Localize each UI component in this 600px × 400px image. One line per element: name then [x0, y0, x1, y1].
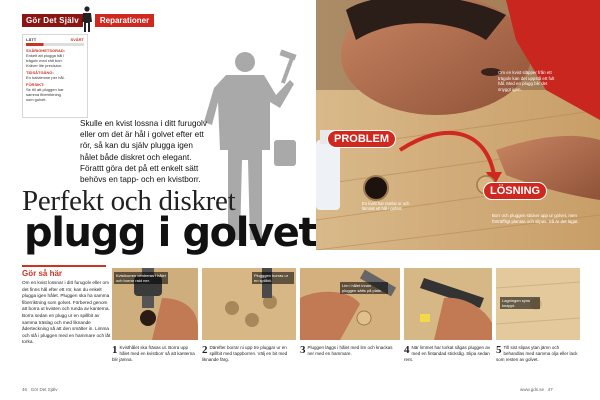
- step-2-caption: [202, 345, 296, 362]
- step-number: 1: [112, 344, 118, 356]
- hero-caption-hole: En kvist har ramlat ur och lämnat ett hål i golvet.: [362, 201, 410, 212]
- step-2-inset-label: Plugggen borras ur en spillbit.: [252, 272, 294, 284]
- info-line: som golvet.: [26, 97, 47, 102]
- info-line: samma fiberriktning: [26, 92, 61, 97]
- headline-line-1: Perfekt och diskret: [22, 185, 236, 217]
- info-section-caution: [23, 81, 87, 103]
- info-section-title: TIDSÅTGÅNG:: [26, 70, 54, 75]
- step-1-inset-label: Kvistborren centreras i hålet och borrar rakt ner.: [114, 272, 168, 284]
- info-line: Se till att pluggen har: [26, 87, 64, 92]
- info-line: En halvtimme per hål.: [26, 75, 65, 80]
- section-label: Reparationer: [95, 14, 154, 27]
- step-3-photo: [300, 268, 400, 340]
- info-section-title: SVÅRIGHETSGRAD:: [26, 48, 66, 53]
- info-line: Enkelt att plugga hål i: [26, 53, 65, 58]
- headline-line-2: plugg i golvet: [24, 210, 317, 256]
- steps-heading: [22, 265, 106, 278]
- worker-silhouette-icon: [80, 6, 94, 32]
- step-5-caption: [496, 345, 580, 362]
- step-4-caption: [404, 345, 492, 362]
- step-5-inset-label: Lagningen syns knappt.: [500, 297, 540, 309]
- step-text: Till sist slipas ytan jämn och behandlas med samma olja eller lack som resten av golvet.: [496, 345, 578, 362]
- solution-tag: LÖSNING: [483, 182, 547, 200]
- steps-heading-label: Gör så här: [22, 269, 63, 278]
- page-number-right: 47: [547, 387, 553, 392]
- info-line: trägolv med rätt borr.: [26, 58, 63, 63]
- page-number-left: 46: [22, 387, 28, 392]
- step-1-caption: [112, 345, 198, 362]
- difficulty-scale: [23, 35, 87, 42]
- step-number: 2: [202, 344, 208, 356]
- kicker-label: Gör Det Själv: [22, 14, 83, 27]
- step-text: Därefter borrar ni upp tre pluggar ur en spillbit med tappborren. Välj en bit med liknande färg.: [202, 345, 288, 362]
- info-line: Kräver lite precision.: [26, 63, 63, 68]
- magazine-url: www.gds.se: [520, 387, 545, 392]
- step-text: När limmet har torkat sågas pluggen av med en fintandad sticksåg. Slipa sedan rent.: [404, 345, 491, 362]
- step-number: 3: [300, 344, 306, 356]
- step-3-inset-label: Lim i hålet innan pluggen sätts på plats.: [340, 282, 388, 294]
- hero-caption-top: Om en kvist släpper från ett trägolv kan det uppstå ett fult hål. Med en plugg blir det snyggt igen.: [498, 70, 555, 92]
- info-section-title: FÖRSIKT:: [26, 82, 45, 87]
- magazine-name: Gör Det Själv: [30, 387, 58, 392]
- step-text: Kvisthålet ska fräsas ut. Borra upp hålet med en kvistborr så att kanterna blir jämna.: [112, 345, 195, 362]
- problem-tag: PROBLEM: [327, 130, 396, 148]
- step-number: 5: [496, 344, 502, 356]
- difficulty-meter: [26, 43, 84, 46]
- info-box: [22, 34, 88, 118]
- step-number: 4: [404, 344, 410, 356]
- steps-body-text: Om en kvist lossnar i ditt furugolv eller om det finns hål efter ett rör, kan du enkelt plugga igen hålet. Pluggen ska ha samma fiberriktning som golvet. Förbered genom att borra ut kvisten och runda av kanterna. Borra sedan en plugg ur en spillbit av samma träslag och med liknande åderteckning så att den smälter in. Limma och slå i pluggen med en hammare och låt torka.: [22, 280, 111, 345]
- scale-high-label: SVÅRT: [70, 37, 84, 42]
- step-4-photo: [404, 268, 492, 340]
- step-3-caption: [300, 345, 400, 357]
- footer-right: [520, 387, 553, 392]
- hero-caption-solution: Borr och pluggen sticker upp ur golvet, men förträffligt plantas och slipas. Så är det lagat.: [492, 213, 579, 224]
- info-section-time: [23, 69, 87, 81]
- step-text: Pluggen läggs i hålet med lim och knackas ner med en hammare.: [307, 345, 393, 356]
- info-section-difficulty: [23, 47, 87, 69]
- footer-left: [22, 387, 58, 392]
- intro-paragraph: Skulle en kvist lossna i ditt furugolv eller om det är hål i golvet efter ett rör, så kan du själv plugga igen hålet både diskret och elegant. Förattt göra det på ett enkelt sätt behövs en tapp- och en kvistborr.: [80, 119, 207, 185]
- scale-low-label: LÄTT: [26, 37, 37, 42]
